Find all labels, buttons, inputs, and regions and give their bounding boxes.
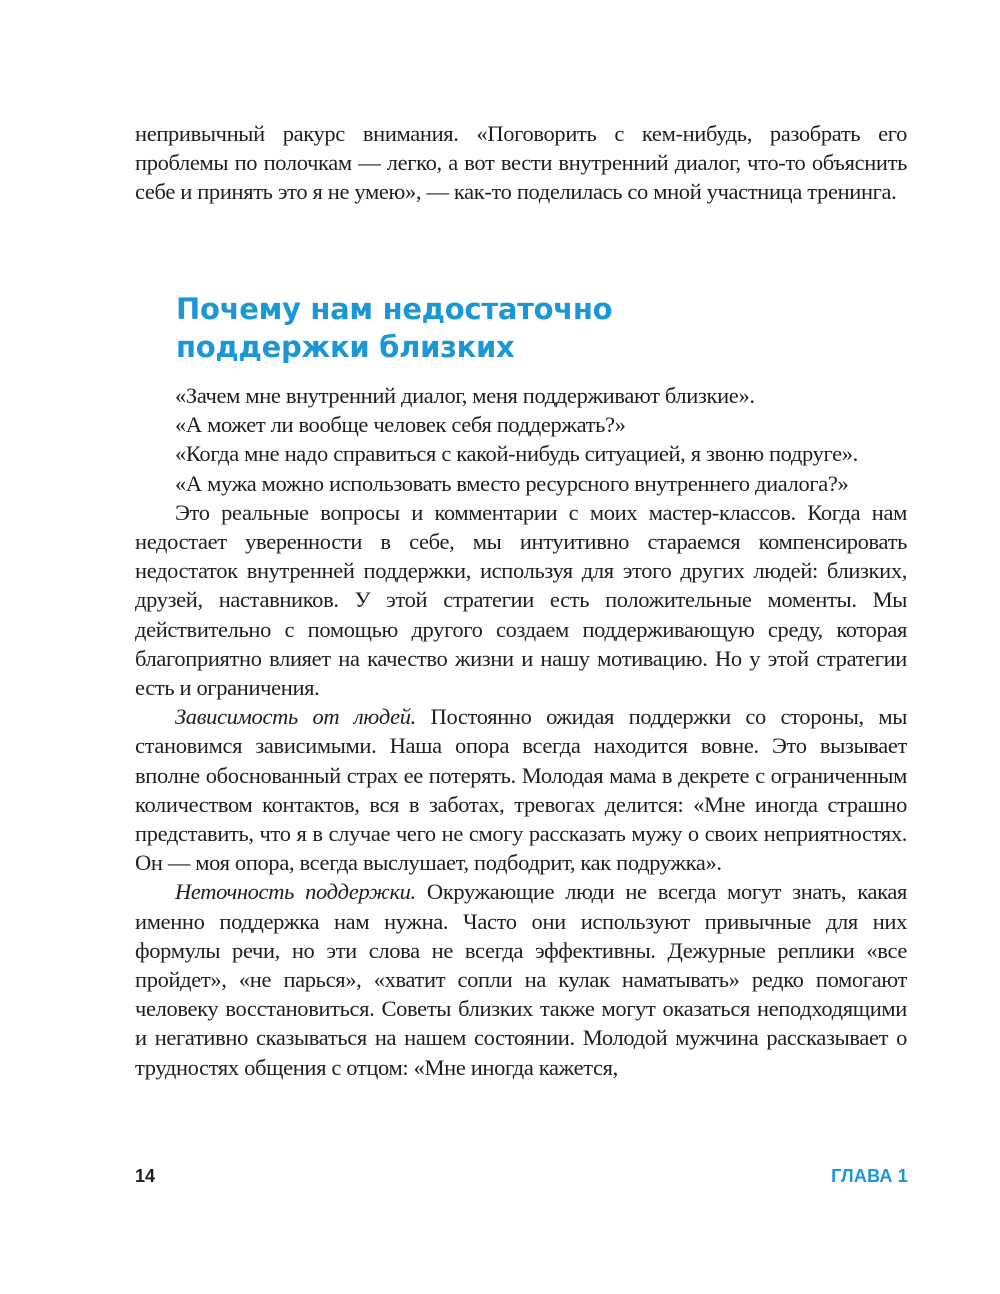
paragraph-dependency bbox=[135, 702, 907, 877]
section-heading-line2: поддержки близких bbox=[176, 330, 515, 364]
term-inaccuracy: Неточность поддержки. bbox=[175, 879, 416, 905]
paragraph-inaccuracy bbox=[135, 877, 907, 1081]
chapter-label: ГЛАВА 1 bbox=[831, 1166, 908, 1186]
section-heading bbox=[176, 290, 876, 366]
page-number: 14 bbox=[135, 1166, 156, 1186]
quote-paragraph: «Зачем мне внутренний диалог, меня поддерживают близкие». bbox=[175, 383, 755, 408]
quote-paragraph: «А мужа можно использовать вместо ресурсного внутреннего диалога?» bbox=[175, 470, 849, 496]
body-text bbox=[135, 381, 907, 1082]
paragraph-real-questions: Это реальные вопросы и комментарии с моих мастер-классов. Когда нам недостает уверенности в себе, мы интуитивно стараемся компенсировать недостаток внутренней поддержки, используя для этого других людей: близких, друзей, наставников. У этой стратегии есть положительные моменты. Мы действительно с помощью другого создаем поддерживающую среду, которая благоприятно влияет на качество жизни и нашу мотивацию. Но у этой стратегии есть и ограничения. bbox=[135, 499, 907, 701]
intro-text bbox=[135, 119, 907, 207]
term-dependency: Зависимость от людей. bbox=[175, 704, 416, 730]
intro-paragraph: непривычный ракурс внимания. «Поговорить с кем-нибудь, разобрать его проблемы по полочкам — легко, а вот вести внутренний диалог, что-то объяснить себе и принять это я не умею», — как-то поделилась со мной участница тренинга. bbox=[135, 121, 907, 205]
dependency-text: Постоянно ожидая поддержки со стороны, мы становимся зависимыми. Наша опора всегда находится вовне. Это вызывает вполне обоснованный страх ее потерять. Молодая мама в декрете с ограниченным количеством контактов, вся в заботах, тревогах делится: «Мне иногда страшно представить, что я в случае чего не смогу рассказать мужу о своих неприятностях. Он — моя опора, всегда выслушает, подбодрит, как подружка». bbox=[135, 704, 907, 876]
quote-paragraph: «Когда мне надо справиться с какой-нибудь ситуацией, я звоню подруге». bbox=[175, 441, 858, 467]
quote-paragraph: «А может ли вообще человек себя поддержать?» bbox=[175, 412, 626, 438]
section-heading-line1: Почему нам недостаточно bbox=[176, 292, 613, 326]
inaccuracy-text: Окружающие люди не всегда могут знать, какая именно поддержка нам нужна. Часто они используют привычные для них формулы речи, но эти слова не всегда эффективны. Дежурные реплики «все пройдет», «не парься», «хватит сопли на кулак наматывать» редко помогают человеку восстановиться. Советы близких также могут оказаться неподходящими и негативно сказываться на нашем состоянии. Молодой мужчина рассказывает о трудностях общения с отцом: «Мне иногда кажется, bbox=[135, 879, 907, 1080]
